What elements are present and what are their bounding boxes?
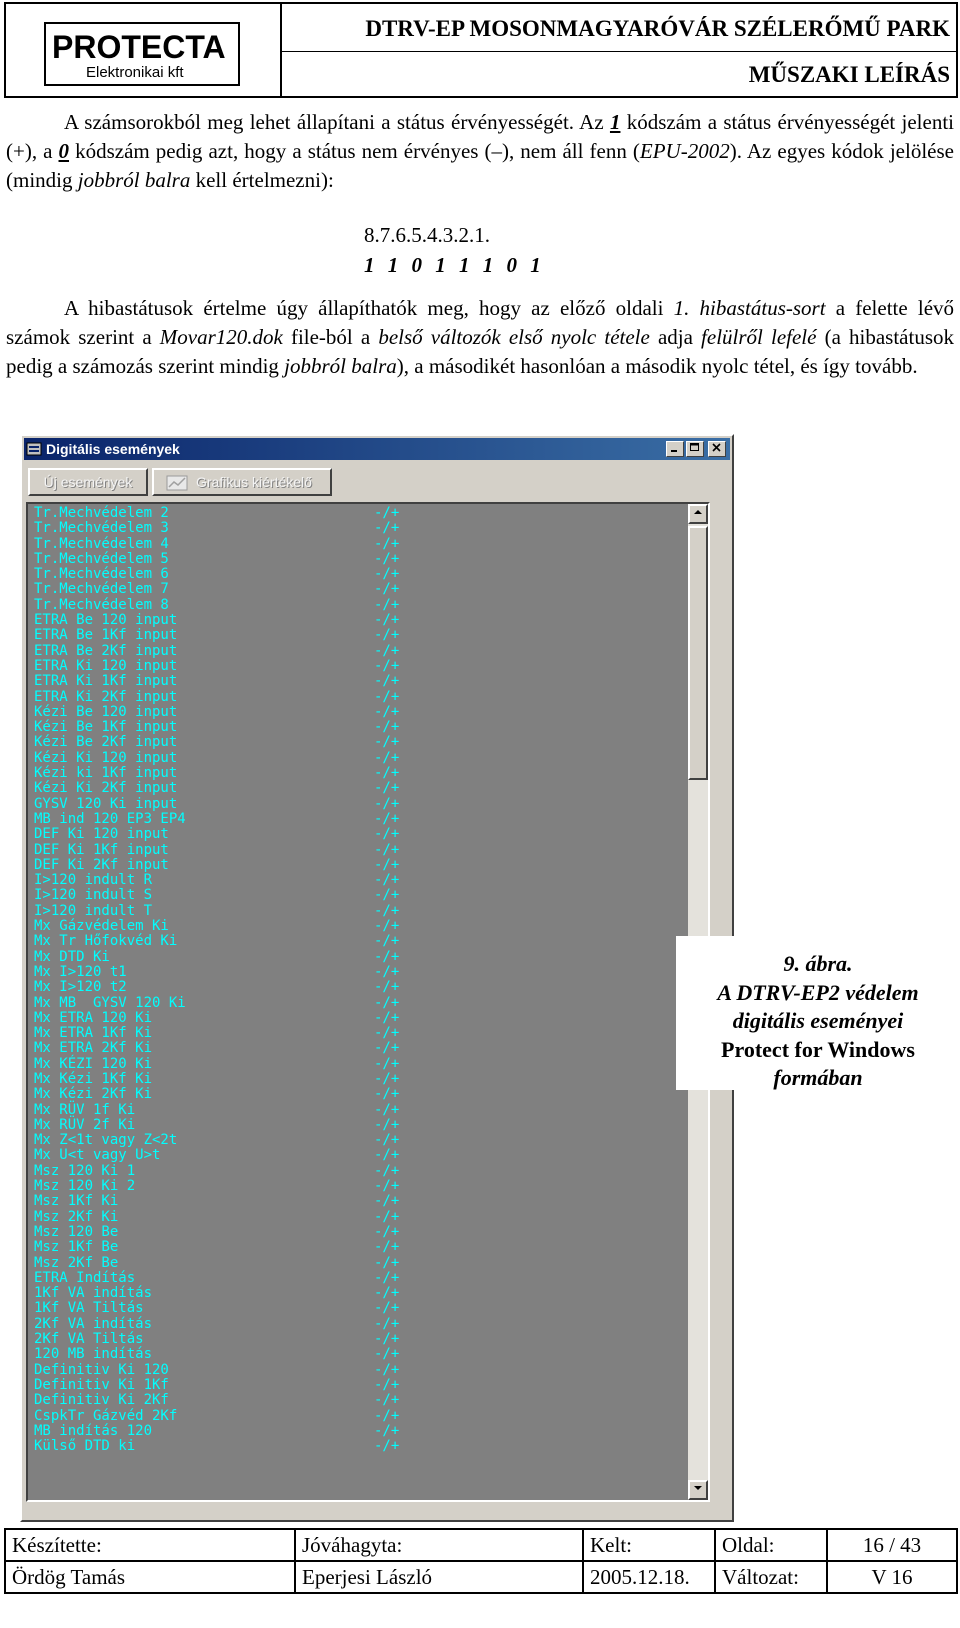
event-row[interactable]	[34, 858, 644, 873]
event-row[interactable]	[34, 1424, 644, 1439]
event-value: -/+	[374, 994, 400, 1011]
event-name: ETRA Be 120 input	[34, 612, 178, 629]
event-name: ETRA Ki 120 input	[34, 657, 178, 674]
event-row[interactable]	[34, 797, 644, 812]
event-row[interactable]	[34, 904, 644, 919]
event-value: -/+	[374, 550, 400, 567]
event-value: -/+	[374, 1315, 400, 1332]
event-row[interactable]	[34, 1118, 644, 1133]
event-row[interactable]	[34, 1164, 644, 1179]
event-value: -/+	[374, 765, 400, 782]
graphic-evaluator-label: Grafikus kiértékelő	[196, 474, 312, 490]
event-row[interactable]	[34, 1041, 644, 1056]
new-events-label: Új események	[43, 474, 133, 490]
event-row[interactable]	[34, 1087, 644, 1102]
approved-by-name: Eperjesi László	[295, 1561, 583, 1593]
event-value: -/+	[374, 1422, 400, 1439]
event-row[interactable]	[34, 1072, 644, 1087]
event-value: -/+	[374, 872, 400, 889]
event-name: Definitiv Ki 120	[34, 1361, 169, 1378]
events-rows	[34, 506, 644, 1454]
minimize-button[interactable]	[666, 441, 684, 457]
event-name: Msz 120 Ki 2	[34, 1178, 136, 1195]
event-value: -/+	[374, 1147, 400, 1164]
company-logo	[44, 22, 240, 86]
maximize-icon	[689, 442, 701, 454]
event-value: -/+	[374, 1162, 400, 1179]
event-name: Mx Tr Hőfokvéd Ki	[34, 933, 178, 950]
event-row[interactable]	[34, 1210, 644, 1225]
page-header	[4, 2, 958, 98]
date-label: Kelt:	[583, 1529, 715, 1561]
event-value: -/+	[374, 1178, 400, 1195]
caption-line-3: digitális eseményei	[732, 1008, 904, 1033]
header-divider	[282, 51, 956, 52]
event-row[interactable]	[34, 735, 644, 750]
event-name: Mx ETRA 1Kf Ki	[34, 1025, 153, 1042]
event-value: -/+	[374, 810, 400, 827]
event-value: -/+	[374, 749, 400, 766]
event-name: Mx Kézi 1Kf Ki	[34, 1070, 153, 1087]
event-row[interactable]	[34, 1332, 644, 1347]
event-name: Mx Gázvédelem Ki	[34, 918, 169, 935]
event-name: DEF Ki 1Kf input	[34, 841, 169, 858]
event-value: -/+	[374, 1376, 400, 1393]
event-name: Mx I>120 t1	[34, 963, 127, 980]
window-titlebar	[24, 438, 730, 460]
event-row[interactable]	[34, 1409, 644, 1424]
event-value: -/+	[374, 1070, 400, 1087]
event-row[interactable]	[34, 705, 644, 720]
event-name: GYSV 120 Ki input	[34, 795, 178, 812]
event-name: I>120 indult R	[34, 872, 153, 889]
event-name: Msz 2Kf Be	[34, 1254, 119, 1271]
event-value: -/+	[374, 1438, 400, 1455]
event-name: Tr.Mechvédelem 3	[34, 520, 169, 537]
caption-line-5: formában	[773, 1065, 863, 1090]
event-row[interactable]	[34, 919, 644, 934]
event-row[interactable]	[34, 812, 644, 827]
event-row[interactable]	[34, 552, 644, 567]
event-name: Tr.Mechvédelem 4	[34, 535, 169, 552]
event-name: 1Kf VA Tiltás	[34, 1300, 144, 1317]
event-value: -/+	[374, 948, 400, 965]
event-name: Definitiv Ki 2Kf	[34, 1392, 169, 1409]
event-value: -/+	[374, 826, 400, 843]
event-name: Mx RÜV 1f Ki	[34, 1101, 136, 1118]
event-row[interactable]	[34, 582, 644, 597]
event-row[interactable]	[34, 888, 644, 903]
made-by-name: Ördög Tamás	[5, 1561, 295, 1593]
event-row[interactable]	[34, 659, 644, 674]
event-row[interactable]	[34, 781, 644, 796]
event-value: -/+	[374, 657, 400, 674]
event-value: -/+	[374, 887, 400, 904]
event-name: Mx RÜV 2f Ki	[34, 1116, 136, 1133]
event-name: Tr.Mechvédelem 8	[34, 596, 169, 613]
event-row[interactable]	[34, 827, 644, 842]
event-name: I>120 indult T	[34, 902, 153, 919]
event-value: -/+	[374, 1392, 400, 1409]
event-value: -/+	[374, 1025, 400, 1042]
event-row[interactable]	[34, 751, 644, 766]
event-row[interactable]	[34, 1133, 644, 1148]
event-row[interactable]	[34, 996, 644, 1011]
event-name: 120 MB indítás	[34, 1346, 153, 1363]
event-name: DEF Ki 2Kf input	[34, 856, 169, 873]
event-name: Msz 1Kf Be	[34, 1239, 119, 1256]
event-name: Definitiv Ki 1Kf	[34, 1376, 169, 1393]
event-name: MB ind 120 EP3 EP4	[34, 810, 186, 827]
event-value: -/+	[374, 1208, 400, 1225]
event-value: -/+	[374, 520, 400, 537]
event-row[interactable]	[34, 521, 644, 536]
event-value: -/+	[374, 963, 400, 980]
event-name: Mx ETRA 2Kf Ki	[34, 1040, 153, 1057]
event-row[interactable]	[34, 1256, 644, 1271]
event-name: Mx I>120 t2	[34, 979, 127, 996]
event-row[interactable]	[34, 1301, 644, 1316]
event-name: Msz 2Kf Ki	[34, 1208, 119, 1225]
event-row[interactable]	[34, 1439, 644, 1454]
event-value: -/+	[374, 1132, 400, 1149]
event-name: Kézi Be 120 input	[34, 703, 178, 720]
page-label: Oldal:	[715, 1529, 827, 1561]
event-name: ETRA Ki 2Kf input	[34, 688, 178, 705]
event-value: -/+	[374, 566, 400, 583]
event-name: Mx ETRA 120 Ki	[34, 1009, 153, 1026]
event-row[interactable]	[34, 1347, 644, 1362]
new-events-button[interactable]	[28, 468, 148, 496]
event-value: -/+	[374, 535, 400, 552]
caption-number: 9. ábra.	[783, 951, 853, 976]
event-name: Mx Z<1t vagy Z<2t	[34, 1132, 178, 1149]
event-name: Msz 1Kf Ki	[34, 1193, 119, 1210]
event-name: MB indítás 120	[34, 1422, 153, 1439]
event-value: -/+	[374, 902, 400, 919]
event-row[interactable]	[34, 1271, 644, 1286]
event-name: Külső DTD ki	[34, 1438, 136, 1455]
event-value: -/+	[374, 979, 400, 996]
event-row[interactable]	[34, 506, 644, 521]
approved-label: Jóváhagyta:	[295, 1529, 583, 1561]
event-row[interactable]	[34, 1393, 644, 1408]
maximize-button[interactable]	[686, 441, 704, 457]
event-value: -/+	[374, 1285, 400, 1302]
event-value: -/+	[374, 612, 400, 629]
date-value: 2005.12.18.	[583, 1561, 715, 1593]
event-name: Kézi Be 1Kf input	[34, 719, 178, 736]
caption-line-2: A DTRV-EP2 védelem	[717, 979, 919, 1005]
event-name: CspkTr Gázvéd 2Kf	[34, 1407, 178, 1424]
event-value: -/+	[374, 688, 400, 705]
event-value: -/+	[374, 1407, 400, 1424]
event-value: -/+	[374, 1086, 400, 1103]
document-subtitle: MŰSZAKI LEÍRÁS	[748, 62, 950, 87]
event-row[interactable]	[34, 1286, 644, 1301]
event-value: -/+	[374, 1239, 400, 1256]
event-row[interactable]	[34, 1194, 644, 1209]
scroll-up-button[interactable]	[688, 504, 708, 524]
event-row[interactable]	[34, 873, 644, 888]
event-name: ETRA Be 1Kf input	[34, 627, 178, 644]
event-value: -/+	[374, 1223, 400, 1240]
event-value: -/+	[374, 1055, 400, 1072]
event-name: DEF Ki 120 input	[34, 826, 169, 843]
event-value: -/+	[374, 1101, 400, 1118]
digital-events-window	[20, 434, 734, 1522]
caption-line-4: Protect for Windows	[721, 1036, 915, 1062]
event-name: ETRA Be 2Kf input	[34, 642, 178, 659]
event-name: Msz 120 Be	[34, 1223, 119, 1240]
event-name: I>120 indult S	[34, 887, 153, 904]
event-row[interactable]	[34, 674, 644, 689]
event-name: Mx DTD Ki	[34, 948, 110, 965]
event-value: -/+	[374, 1254, 400, 1271]
event-name: Kézi Be 2Kf input	[34, 734, 178, 751]
event-value: -/+	[374, 1040, 400, 1057]
event-value: -/+	[374, 734, 400, 751]
event-row[interactable]	[34, 843, 644, 858]
code-example	[364, 220, 545, 280]
event-row[interactable]	[34, 766, 644, 781]
event-name: Tr.Mechvédelem 2	[34, 505, 169, 521]
event-name: Kézi Ki 2Kf input	[34, 780, 178, 797]
event-row[interactable]	[34, 613, 644, 628]
code-positions: 8.7.6.5.4.3.2.1.	[364, 223, 490, 247]
event-value: -/+	[374, 841, 400, 858]
event-name: Mx Kézi 2Kf Ki	[34, 1086, 153, 1103]
event-row[interactable]	[34, 1103, 644, 1118]
app-icon	[26, 441, 42, 457]
event-row[interactable]	[34, 934, 644, 949]
event-value: -/+	[374, 1361, 400, 1378]
event-row[interactable]	[34, 1011, 644, 1026]
event-name: ETRA Indítás	[34, 1269, 136, 1286]
made-by-label: Készítette:	[5, 1529, 295, 1561]
event-name: Tr.Mechvédelem 5	[34, 550, 169, 567]
logo-cell	[6, 4, 282, 96]
footer-table	[4, 1528, 958, 1594]
paragraph-status-meaning: A hibastátusok értelme úgy állapíthatók meg, hogy az előző oldali 1. hibastátus-sort a felette lévő számok szerint a Movar120.dok file-ból a belső változók első nyolc tétele adja felülről lefelé (a hibastátusok pedig a számozás szerint mindig jobbról balra), a másodikét hasonlóan a második nyolc tétel, és így tovább.	[6, 296, 955, 378]
event-row[interactable]	[34, 980, 644, 995]
event-value: -/+	[374, 1300, 400, 1317]
events-list[interactable]	[26, 502, 710, 1502]
event-name: Mx MB GYSV 120 Ki	[34, 994, 186, 1011]
minimize-icon	[669, 442, 681, 454]
event-value: -/+	[374, 1009, 400, 1026]
event-row[interactable]	[34, 1179, 644, 1194]
arrow-up-icon	[693, 508, 703, 516]
event-name: Mx KÉZI 120 Ki	[34, 1055, 153, 1072]
event-row[interactable]	[34, 1225, 644, 1240]
event-name: Kézi Ki 120 input	[34, 749, 178, 766]
event-value: -/+	[374, 1116, 400, 1133]
scroll-down-button[interactable]	[688, 1480, 708, 1500]
event-row[interactable]	[34, 537, 644, 552]
event-row[interactable]	[34, 1026, 644, 1041]
event-row[interactable]	[34, 1240, 644, 1255]
event-value: -/+	[374, 719, 400, 736]
logo-main-text: PROTECTA	[52, 29, 226, 65]
version-label: Változat:	[715, 1561, 827, 1593]
event-row[interactable]	[34, 1148, 644, 1163]
scroll-thumb[interactable]	[688, 526, 708, 780]
event-row[interactable]	[34, 1363, 644, 1378]
event-value: -/+	[374, 856, 400, 873]
event-row[interactable]	[34, 1057, 644, 1072]
event-row[interactable]	[34, 690, 644, 705]
event-value: -/+	[374, 1346, 400, 1363]
event-row[interactable]	[34, 950, 644, 965]
event-row[interactable]	[34, 567, 644, 582]
event-value: -/+	[374, 703, 400, 720]
event-name: Tr.Mechvédelem 7	[34, 581, 169, 598]
event-row[interactable]	[34, 644, 644, 659]
event-name: 1Kf VA indítás	[34, 1285, 153, 1302]
event-row[interactable]	[34, 720, 644, 735]
event-name: Tr.Mechvédelem 6	[34, 566, 169, 583]
logo-sub-text: Elektronikai kft	[86, 64, 184, 81]
document-title: DTRV-EP MOSONMAGYARÓVÁR SZÉLERŐMŰ PARK	[365, 16, 950, 41]
event-name: 2Kf VA indítás	[34, 1315, 153, 1332]
graphic-evaluator-button[interactable]	[152, 468, 332, 496]
event-value: -/+	[374, 505, 400, 521]
event-value: -/+	[374, 918, 400, 935]
window-title: Digitális események	[46, 441, 180, 457]
close-button[interactable]	[708, 441, 726, 457]
event-value: -/+	[374, 642, 400, 659]
event-name: ETRA Ki 1Kf input	[34, 673, 178, 690]
figure-caption	[676, 936, 960, 1090]
event-row[interactable]	[34, 965, 644, 980]
event-value: -/+	[374, 1269, 400, 1286]
event-name: Kézi ki 1Kf input	[34, 765, 178, 782]
event-name: 2Kf VA Tiltás	[34, 1331, 144, 1348]
event-row[interactable]	[34, 628, 644, 643]
event-value: -/+	[374, 1331, 400, 1348]
event-value: -/+	[374, 933, 400, 950]
version-value: V 16	[827, 1561, 957, 1593]
arrow-down-icon	[693, 1484, 703, 1492]
event-row[interactable]	[34, 598, 644, 613]
chart-icon	[166, 474, 188, 492]
code-values: 1 1 0 1 1 1 0 1	[364, 253, 545, 277]
event-name: Msz 120 Ki 1	[34, 1162, 136, 1179]
event-row[interactable]	[34, 1317, 644, 1332]
paragraph-status-validity: A számsorokból meg lehet állapítani a státus érvényességét. Az 1 kódszám a státus érvényességét jelenti (+), a 0 kódszám pedig azt, hogy a státus nem érvényes (–), nem áll fenn (EPU-2002). Az egyes kódok jelölése (mindig jobbról balra kell értelmezni):	[6, 110, 955, 192]
event-value: -/+	[374, 627, 400, 644]
close-icon	[711, 442, 723, 454]
event-value: -/+	[374, 581, 400, 598]
event-value: -/+	[374, 795, 400, 812]
page-value: 16 / 43	[827, 1529, 957, 1561]
event-row[interactable]	[34, 1378, 644, 1393]
event-name: Mx U<t vagy U>t	[34, 1147, 161, 1164]
event-value: -/+	[374, 1193, 400, 1210]
event-value: -/+	[374, 673, 400, 690]
event-value: -/+	[374, 596, 400, 613]
event-value: -/+	[374, 780, 400, 797]
